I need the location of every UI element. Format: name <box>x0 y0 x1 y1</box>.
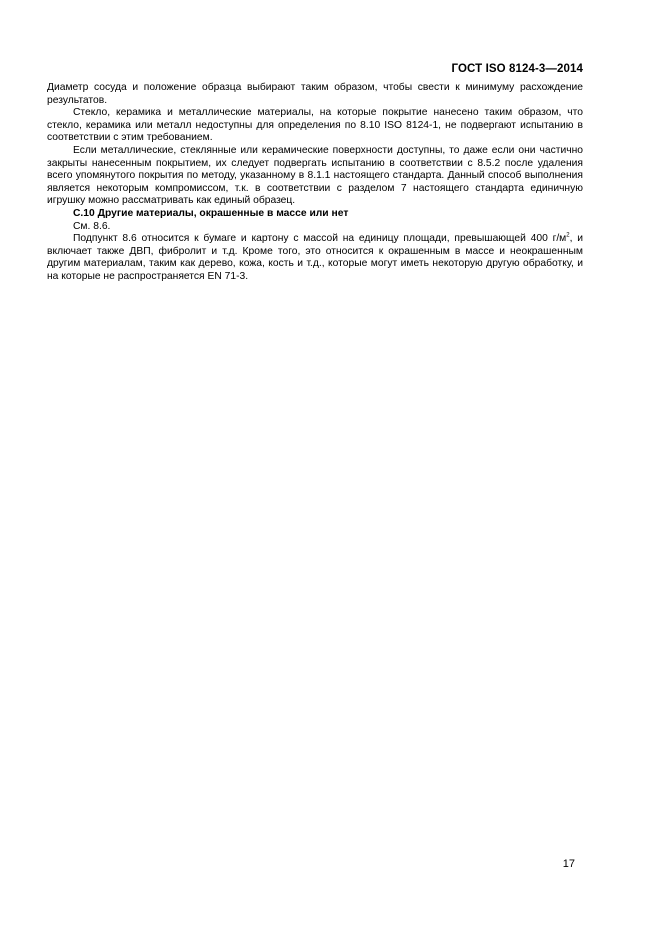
paragraph-paper-cardboard-part2: , и включает также ДВП, фибролит и т.д. Кроме того, это относится к окрашенным в массе и неокрашенным другим материалам, таким как дерево, кожа, кость и т.д., которые могут иметь некоторую другую обработку, и на которые не распространяется EN 71-3. <box>47 233 583 282</box>
paragraph-see-reference: См. 8.6. <box>73 220 111 232</box>
paragraph-metallic-surfaces: Если металлические, стеклянные или керамические поверхности доступны, то даже если они частично закрыты нанесенным покрытием, их следует подвергать испытанию в соответствии с 8.5.2 после удаления всего упомянутого покрытия по методу, указанному в 8.1.1 настоящего стандарта. Данный способ выполнения является некоторым компромиссом, т.к. в соответствии с разделом 7 настоящего стандарта единичную игрушку можно рассматривать как единый образец. <box>47 144 583 207</box>
page-number: 17 <box>562 858 575 870</box>
section-heading-c10: С.10 Другие материалы, окрашенные в массе или нет <box>73 207 349 219</box>
document-header: ГОСТ ISO 8124-3—2014 <box>451 63 583 75</box>
paragraph-vessel-diameter: Диаметр сосуда и положение образца выбирают таким образом, чтобы свести к минимуму расхождение результатов. <box>47 82 583 106</box>
paragraph-paper-cardboard <box>47 233 583 283</box>
document-body <box>47 82 583 284</box>
superscript-exponent: 2 <box>566 232 570 239</box>
paragraph-paper-cardboard-part1: Подпункт 8.6 относится к бумаге и картону с массой на единицу площади, превышающей 400 г/м <box>73 233 567 245</box>
paragraph-glass-ceramics: Стекло, керамика и металлические материалы, на которые покрытие нанесено таким образом, что стекло, керамика или металл недоступны для определения по 8.10 ISO 8124-1, не подвергают испытанию в соответствии с этим требованием. <box>47 107 583 144</box>
